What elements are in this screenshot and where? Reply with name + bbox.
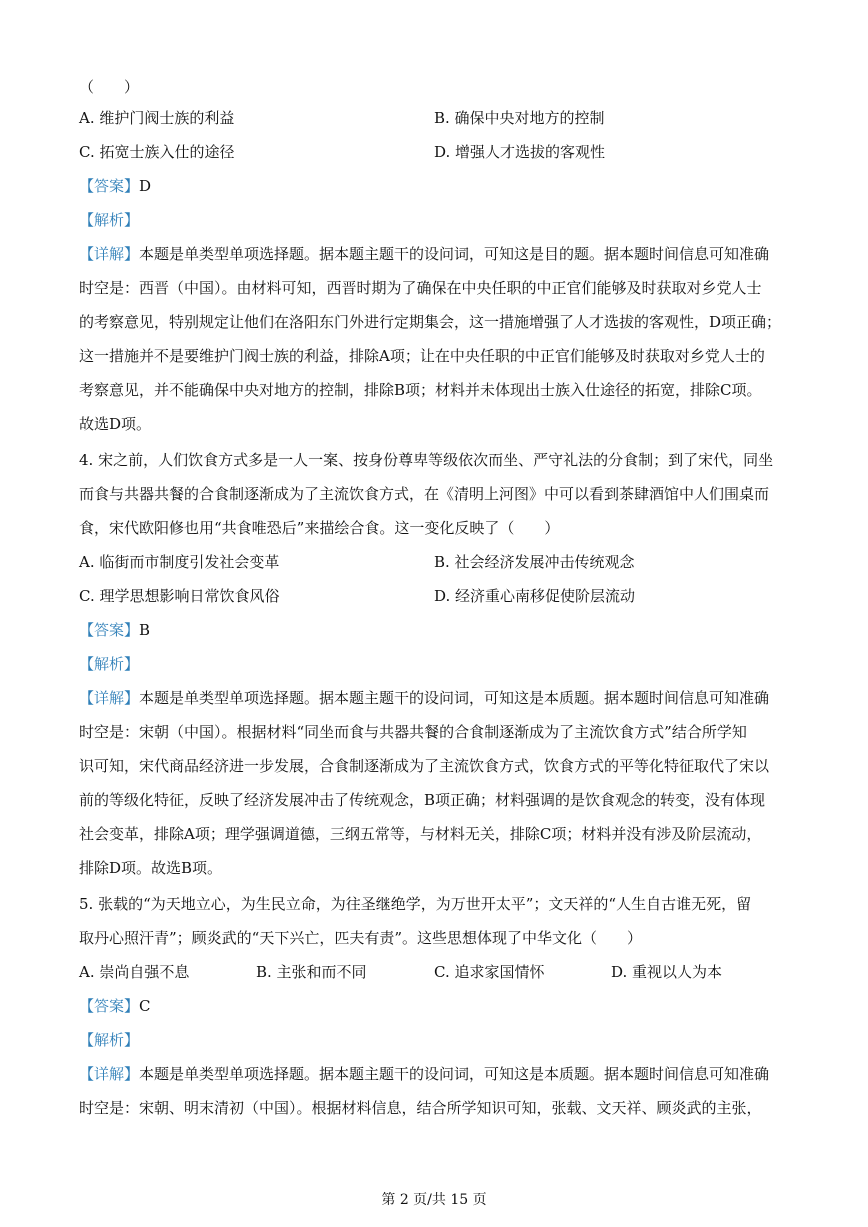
q3-detail-line: 时空是：西晋（中国）。由材料可知，西晋时期为了确保在中央任职的中正官们能够及时获取对乡党人士 — [79, 279, 762, 297]
answer-value: D — [139, 177, 152, 195]
q4-stem-line: 食，宋代欧阳修也用“共食唯恐后”来描绘合食。这一变化反映了（ ） — [79, 519, 560, 537]
q4-stem-line: 而食与共器共餐的合食制逐渐成为了主流饮食方式，在《清明上河图》中可以看到茶肆酒馆中人们围桌而 — [79, 485, 770, 503]
detail-text: 本题是单类型单项选择题。据本题主题干的设问词，可知这是本质题。据本题时间信息可知准确 — [139, 1065, 770, 1083]
q3-option-b: B. 确保中央对地方的控制 — [434, 109, 605, 127]
detail-tag: 【详解】 — [79, 689, 140, 707]
detail-text: 本题是单类型单项选择题。据本题主题干的设问词，可知这是目的题。据本题时间信息可知准确 — [139, 245, 770, 263]
q3-paren: （ ） — [79, 78, 140, 96]
q3-option-c: C. 拓宽士族入仕的途径 — [79, 143, 235, 161]
analysis-tag: 【解析】 — [79, 1031, 140, 1049]
q4-option-b: B. 社会经济发展冲击传统观念 — [434, 553, 635, 571]
q3-detail-line: 的考察意见，特别规定让他们在洛阳东门外进行定期集会，这一措施增强了人才选拔的客观性，D项正确； — [79, 313, 782, 331]
q4-option-a: A. 临街而市制度引发社会变革 — [79, 553, 280, 571]
q3-detail-line — [79, 244, 794, 264]
q3-detail-line: 考察意见，并不能确保中央对地方的控制，排除B项；材料并未体现出士族入仕途径的拓宽，排除C项。 — [79, 381, 762, 399]
q3-option-a: A. 维护门阀士族的利益 — [79, 109, 235, 127]
q5-analysis — [79, 1030, 794, 1050]
answer-tag: 【答案】 — [79, 997, 140, 1015]
q4-detail-line: 社会变革，排除A项；理学强调道德，三纲五常等，与材料无关，排除C项；材料并没有涉及阶层流动， — [79, 825, 762, 843]
q4-detail-line: 时空是：宋朝（中国）。根据材料“同坐而食与共器共餐的合食制逐渐成为了主流饮食方式”结合所学知 — [79, 723, 747, 741]
q5-option-b: B. 主张和而不同 — [256, 963, 367, 981]
q5-detail-line: 时空是：宋朝、明末清初（中国）。根据材料信息，结合所学知识可知，张载、文天祥、顾炎武的主张， — [79, 1099, 762, 1117]
q4-option-d: D. 经济重心南移促使阶层流动 — [434, 587, 636, 605]
detail-text: 本题是单类型单项选择题。据本题主题干的设问词，可知这是本质题。据本题时间信息可知准确 — [139, 689, 770, 707]
q4-stem-line: 4. 宋之前，人们饮食方式多是一人一案、按身份尊卑等级依次而坐、严守礼法的分食制；到了宋代，同坐 — [79, 451, 774, 469]
answer-value: C — [139, 997, 151, 1015]
q5-answer — [79, 996, 794, 1016]
q5-option-d: D. 重视以人为本 — [611, 963, 723, 981]
q4-detail-line: 识可知，宋代商品经济进一步发展，合食制逐渐成为了主流饮食方式，饮食方式的平等化特征取代了宋以 — [79, 757, 770, 775]
q3-answer — [79, 176, 794, 196]
q3-analysis — [79, 210, 794, 230]
detail-tag: 【详解】 — [79, 1065, 140, 1083]
q3-detail-line: 这一措施并不是要维护门阀士族的利益，排除A项；让在中央任职的中正官们能够及时获取对乡党人士的 — [79, 347, 765, 365]
q4-option-c: C. 理学思想影响日常饮食风俗 — [79, 587, 280, 605]
q4-detail-line: 前的等级化特征，反映了经济发展冲击了传统观念，B项正确；材料强调的是饮食观念的转变，没有体现 — [79, 791, 766, 809]
q4-detail-line: 排除D项。故选B项。 — [79, 859, 223, 877]
q3-option-d: D. 增强人才选拔的客观性 — [434, 143, 606, 161]
q4-analysis — [79, 654, 794, 674]
q5-stem-line: 取丹心照汗青”；顾炎武的“天下兴亡，匹夫有责”。这些思想体现了中华文化（ ） — [79, 929, 643, 947]
page-footer: 第 2 页/共 15 页 — [381, 1192, 487, 1208]
q5-option-c: C. 追求家国情怀 — [434, 963, 545, 981]
answer-tag: 【答案】 — [79, 621, 140, 639]
q3-detail-line: 故选D项。 — [79, 415, 152, 433]
q4-answer — [79, 620, 794, 640]
analysis-tag: 【解析】 — [79, 211, 140, 229]
analysis-tag: 【解析】 — [79, 655, 140, 673]
detail-tag: 【详解】 — [79, 245, 140, 263]
answer-tag: 【答案】 — [79, 177, 140, 195]
q4-detail-line — [79, 688, 794, 708]
q5-detail-line — [79, 1064, 794, 1084]
answer-value: B — [139, 621, 151, 639]
q5-option-a: A. 崇尚自强不息 — [79, 963, 190, 981]
q5-stem-line: 5. 张载的“为天地立心，为生民立命，为往圣继绝学，为万世开太平”；文天祥的“人生自古谁无死，留 — [79, 895, 752, 913]
